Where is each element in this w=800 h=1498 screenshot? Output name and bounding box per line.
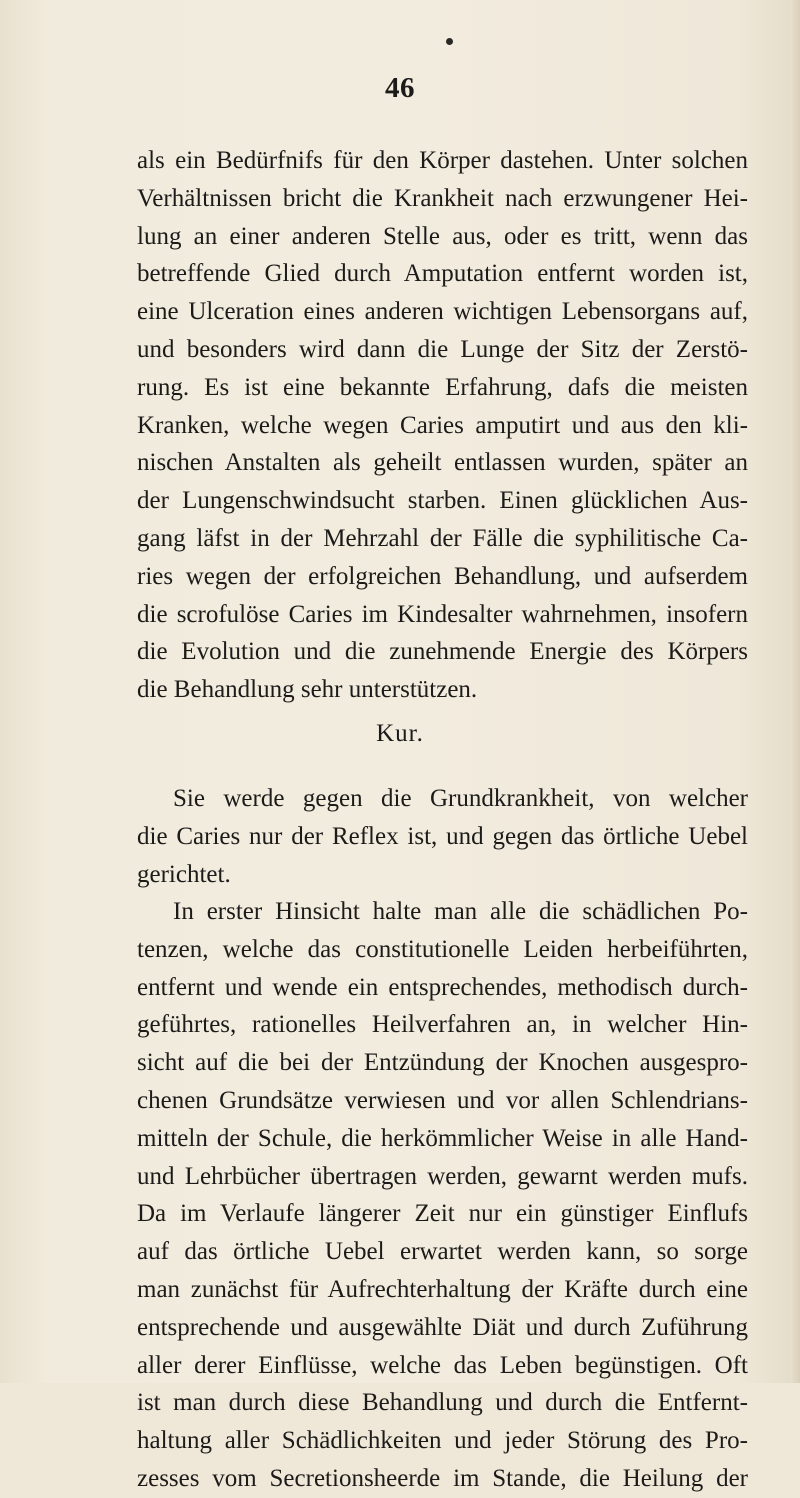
text-line: rung. Es ist eine bekannte Erfahrung, dafs die meisten xyxy=(137,373,748,401)
text-line: lung an einer anderen Stelle aus, oder es tritt, wenn das xyxy=(137,222,748,250)
paragraph-caries-consequences xyxy=(137,142,748,709)
text-line: geführtes, rationelles Heilverfahren an, in welcher Hin- xyxy=(137,1011,748,1039)
text-line: als ein Bedürfnifs für den Körper dastehen. Unter solchen xyxy=(137,147,748,174)
paragraph-treatment xyxy=(137,893,748,1498)
text-line: die Evolution und die zunehmende Energie des Körpers xyxy=(137,638,748,666)
text-line: chenen Grundsätze verwiesen und vor allen Schlendrians- xyxy=(137,1086,748,1114)
text-line: tenzen, welche das constitutionelle Leiden herbeiführten, xyxy=(137,935,748,963)
text-line: und besonders wird dann die Lunge der Sitz der Zerstö- xyxy=(137,335,748,363)
page-number: 46 xyxy=(385,72,415,104)
text-line: man zunächst für Aufrechterhaltung der Kräfte durch eine xyxy=(137,1275,748,1303)
page-edge-shadow xyxy=(790,0,800,1383)
text-line: Sie werde gegen die Grundkrankheit, von welcher xyxy=(173,785,748,812)
text-line: aller derer Einflüsse, welche das Leben begünstigen. Oft xyxy=(137,1351,748,1379)
text-line: ries wegen der erfolgreichen Behandlung, und aufserdem xyxy=(137,562,748,590)
paragraph-kur-intro xyxy=(137,780,748,893)
text-line: entfernt und wende ein entsprechendes, methodisch durch- xyxy=(137,973,748,1001)
text-line: der Lungenschwindsucht starben. Einen glücklichen Aus- xyxy=(137,487,748,515)
text-line: gerichtet. xyxy=(137,860,231,888)
text-line: Kranken, welche wegen Caries amputirt und aus den kli- xyxy=(137,411,748,439)
text-line: betreffende Glied durch Amputation entfernt worden ist, xyxy=(137,260,748,288)
text-line: In erster Hinsicht halte man alle die schädlichen Po- xyxy=(173,898,748,925)
text-line: nischen Anstalten als geheilt entlassen wurden, später an xyxy=(137,449,748,477)
text-line: auf das örtliche Uebel erwartet werden kann, so sorge xyxy=(137,1238,748,1266)
text-line: ist man durch diese Behandlung und durch die Entfernt- xyxy=(137,1389,748,1417)
text-line: entsprechende und ausgewählte Diät und durch Zuführung xyxy=(137,1313,748,1341)
text-line: und Lehrbücher übertragen werden, gewarnt werden mufs. xyxy=(137,1162,748,1190)
ink-dot xyxy=(446,38,453,45)
text-line: Verhältnissen bricht die Krankheit nach erzwungener Hei- xyxy=(137,184,748,212)
text-line: sicht auf die bei der Entzündung der Knochen ausgespro- xyxy=(137,1049,748,1077)
text-line: die Caries nur der Reflex ist, und gegen das örtliche Uebel xyxy=(137,822,748,850)
text-line: zesses vom Secretionsheerde im Stande, die Heilung der xyxy=(137,1464,748,1492)
section-heading-kur: Kur. xyxy=(376,720,424,747)
text-line: gang läfst in der Mehrzahl der Fälle die syphilitische Ca- xyxy=(137,524,748,552)
text-line: die Behandlung sehr unterstützen. xyxy=(137,676,478,704)
text-line: mitteln der Schule, die herkömmlicher Weise in alle Hand- xyxy=(137,1124,748,1152)
text-line: eine Ulceration eines anderen wichtigen Lebensorgans auf, xyxy=(137,298,748,326)
text-line: Da im Verlaufe längerer Zeit nur ein günstiger Einflufs xyxy=(137,1200,748,1228)
text-line: haltung aller Schädlichkeiten und jeder Störung des Pro- xyxy=(137,1427,748,1455)
text-line: die scrofulöse Caries im Kindesalter wahrnehmen, insofern xyxy=(137,600,748,628)
